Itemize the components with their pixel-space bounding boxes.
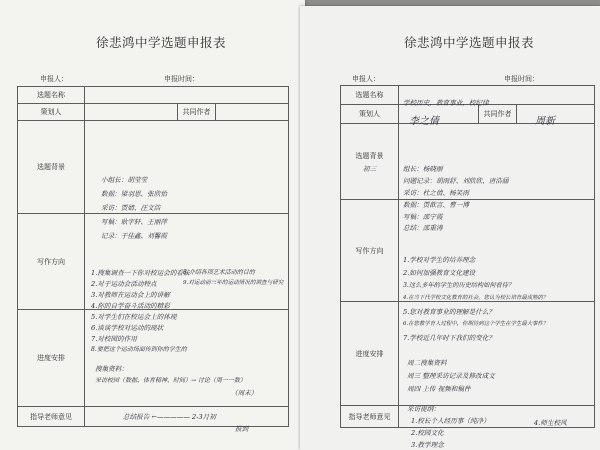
direction-line: 4.你的自学奋斗活动的精彩 xyxy=(91,301,170,310)
direction-line: 2.如何加强教育文化建设 xyxy=(403,268,476,277)
planner-label: 策划人 xyxy=(341,105,399,124)
advisor-label: 指导老师意见 xyxy=(18,407,85,427)
background-row xyxy=(341,124,595,200)
background-line: 写稿：耿宇轩、王丽萍 xyxy=(101,218,167,226)
schedule-line: 采访提纲： xyxy=(407,404,440,413)
planner-signature: 李之倩 xyxy=(409,116,439,127)
topic-name-value xyxy=(399,86,595,105)
schedule-line: 2.校园文化 xyxy=(411,428,444,437)
direction-line: 8.要把这个运动场面传到你的学生的 xyxy=(91,345,187,353)
background-line: 采访：贾婧、汪文浩 xyxy=(101,204,161,212)
direction-line: 5.您对教育事业的理解是什么？ xyxy=(403,307,496,316)
direction-line: 1.搜集调查一下你对校运会的看法 xyxy=(91,268,190,277)
topic-name-value xyxy=(85,87,289,104)
schedule-line: 周三 整理采访记录及修改成文 xyxy=(407,371,495,380)
schedule-line: 报到 xyxy=(235,425,249,433)
background-value xyxy=(85,121,289,240)
direction-line: 2.对于运动会活动特点 xyxy=(91,279,157,288)
topic-name-label: 选题名称 xyxy=(18,87,85,104)
schedule-row xyxy=(341,302,595,406)
coauthor-label: 共同作者 xyxy=(479,105,517,124)
coauthor-value xyxy=(517,105,595,127)
direction-line: 3.对教师在运动会上的讲解 xyxy=(91,290,170,299)
form-title: 徐悲鸿中学选题申报表 xyxy=(404,35,535,50)
schedule-line: 周二搜集资料 xyxy=(407,358,447,367)
direction-label: 写作方向 xyxy=(341,200,399,302)
direction-line: 8.介绍各项艺术活动的目的 xyxy=(183,268,255,276)
direction-line: 3.这么多年的学生的历史结构如何看待？ xyxy=(403,281,515,289)
applicant-label: 申报人： xyxy=(40,75,68,83)
submission-time-label: 申报时间： xyxy=(504,75,539,83)
background-grade-note: 初三 xyxy=(363,164,376,173)
proposal-table xyxy=(17,86,289,433)
topic-name-row xyxy=(18,87,289,104)
direction-line: 6.谈谈学校对运动的现状 xyxy=(91,323,164,332)
background-line: 总结：邵重涛 xyxy=(403,223,443,232)
background-line: 采访：杜之倩、杨笑雨 xyxy=(403,188,469,197)
submission-time-label: 申报时间： xyxy=(164,75,199,83)
schedule-label: 进度安排 xyxy=(341,302,399,406)
proposal-table xyxy=(340,85,595,449)
schedule-line: 4.师生校风 xyxy=(534,418,567,427)
direction-line: 5.对学生们在校运会上的体现 xyxy=(91,312,177,321)
schedule-line: 3.教学理念 xyxy=(411,440,444,449)
direction-row xyxy=(341,200,595,302)
advisor-label: 指导老师意见 xyxy=(341,406,399,428)
right-form-sheet xyxy=(300,6,600,450)
form-title: 徐悲鸿中学选题申报表 xyxy=(96,35,227,50)
direction-value xyxy=(85,214,289,353)
background-line: 组长：杨晓丽 xyxy=(403,164,443,173)
planner-row xyxy=(18,104,289,121)
schedule-line: 总结报告 ←————— 2-3月初 xyxy=(123,413,216,421)
background-line: 记录：于佳鑫、刘馨霞 xyxy=(101,232,167,240)
direction-line: 7.学校近几年时下我们的变化？ xyxy=(403,333,496,342)
direction-line: 4.在当下代学校文化教育的社会，您认为校长培育最成熟的？ xyxy=(403,294,549,301)
schedule-line: 1.校长个人经历事（纯净） xyxy=(411,416,490,425)
planner-value xyxy=(85,104,178,121)
schedule-line: 采访校园（数据、体育精神、时间）→ 讨论（周一一数） xyxy=(95,377,246,384)
schedule-line: 搜集资料： xyxy=(95,365,128,373)
coauthor-label: 共同作者 xyxy=(178,104,216,121)
planner-row xyxy=(341,105,595,124)
direction-line: 6.在您教学育人过程中，你期待到这个学生在学生最大事件？ xyxy=(403,320,549,327)
topic-name-label: 选题名称 xyxy=(341,86,399,105)
background-row xyxy=(18,121,289,214)
background-value xyxy=(399,124,595,232)
direction-row xyxy=(18,214,289,310)
background-label-text: 选题背景 xyxy=(355,151,384,160)
background-line: 写稿：邵宁霞 xyxy=(403,212,443,221)
schedule-value xyxy=(399,302,595,449)
direction-line: 9.对运动前三年的运动情况的调查与研究 xyxy=(183,279,284,286)
direction-line: 1.学校对学生的培养理念 xyxy=(403,255,476,264)
coauthor-signature: 周新 xyxy=(535,116,555,127)
topic-name-text: 学校历史，教育事业，校纪律 xyxy=(403,99,489,107)
schedule-label: 进度安排 xyxy=(18,310,85,407)
schedule-line: 周四 上传 视频和稿件 xyxy=(407,384,471,393)
coauthor-value xyxy=(216,104,289,121)
background-line: 问题记录：胡雨舒、刘欣欣、唐浩涵 xyxy=(403,176,509,185)
background-line: 数据：贾歆言、曹一博 xyxy=(403,200,469,209)
background-label xyxy=(341,124,399,200)
topic-name-row xyxy=(341,86,595,105)
background-label: 选题背景 xyxy=(18,121,85,214)
direction-line: 7.对校园的作用 xyxy=(91,334,137,343)
direction-label: 写作方向 xyxy=(18,214,85,310)
schedule-line: （周末） xyxy=(231,389,258,397)
background-line: 数据：梁羽思、张欣怡 xyxy=(101,190,167,198)
applicant-label: 申报人： xyxy=(352,75,380,83)
planner-label: 策划人 xyxy=(18,104,85,121)
background-line: 小组长：胡莹莹 xyxy=(101,176,148,184)
planner-value xyxy=(399,105,479,127)
